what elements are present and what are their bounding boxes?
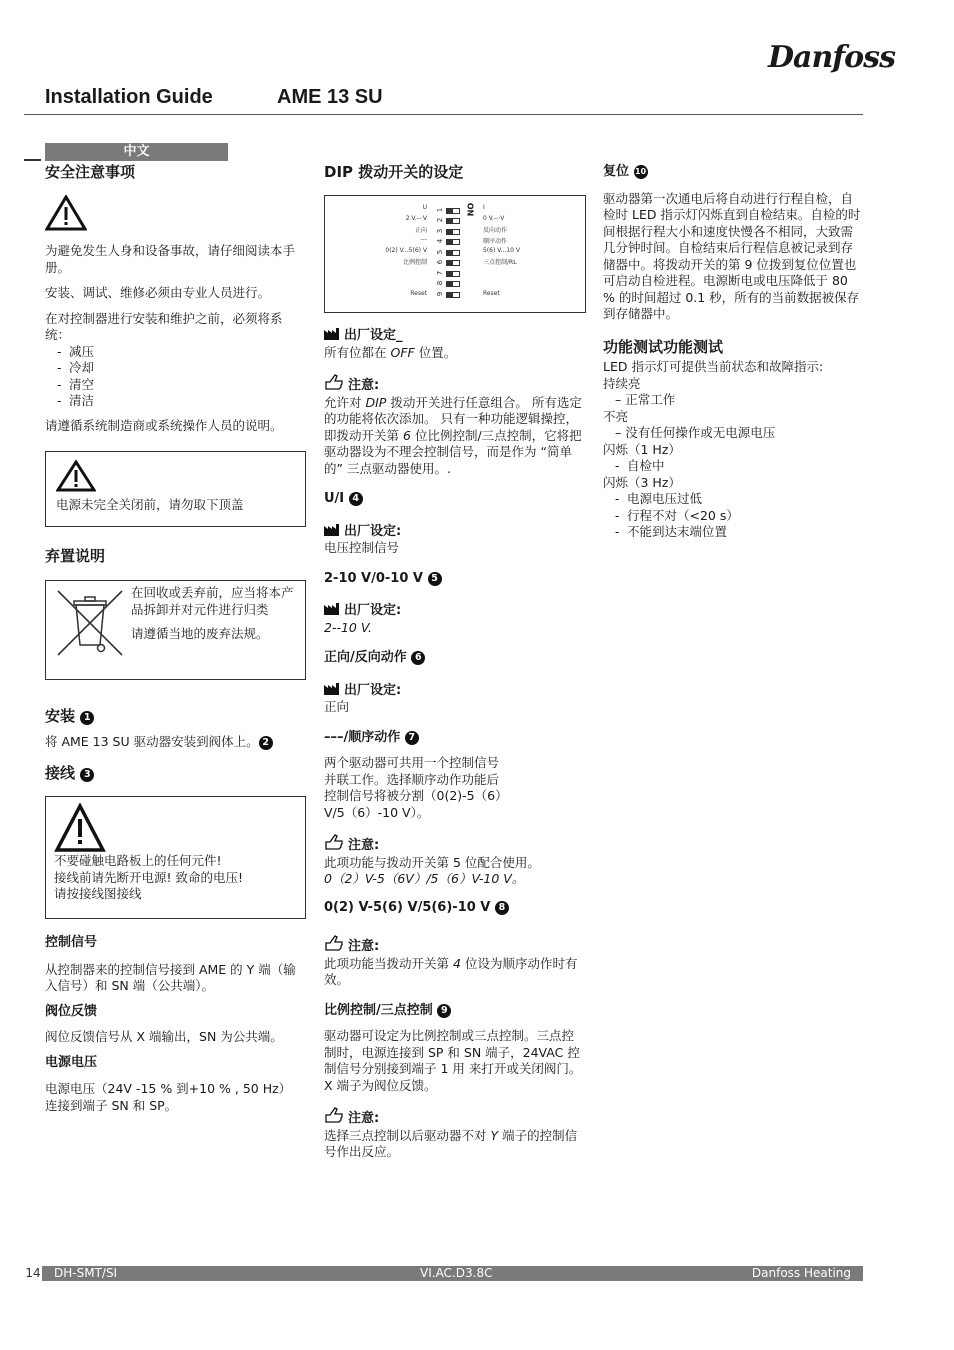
note-text: 此项功能与拨动开关第 5 位配合使用。 bbox=[324, 854, 540, 870]
factory-setting-label bbox=[324, 603, 586, 620]
note-text bbox=[324, 395, 586, 478]
product-name: AME 13 SU bbox=[277, 86, 383, 108]
warning-line: 不要碰触电路板上的任何元件! bbox=[54, 853, 222, 868]
factory-setting-off: OFF bbox=[390, 344, 415, 360]
led-state: 闪烁（3 Hz） bbox=[603, 474, 681, 490]
dip-left-label: 比例控制 bbox=[402, 259, 427, 266]
dip-number: 9 bbox=[436, 291, 445, 297]
dip-number: 7 bbox=[436, 270, 445, 276]
safety-paragraph-4: 请遵循系统制造商或系统操作人员的说明。 bbox=[45, 417, 283, 433]
warning-line: 请按接线图接线 bbox=[54, 886, 142, 901]
dip-switch bbox=[446, 218, 460, 224]
warning-text-1: 电源未完全关闭前，请勿取下顶盖 bbox=[56, 497, 244, 512]
note-text-part: 此项功能当拨动开关第 bbox=[324, 955, 450, 971]
led-state-list bbox=[613, 491, 863, 541]
factory-setting-text: 正向 bbox=[324, 699, 350, 714]
led-state: 不亮 bbox=[603, 408, 629, 424]
note-text bbox=[324, 1128, 586, 1161]
dip-left-label: 2 V.--·V bbox=[405, 215, 427, 222]
sequence-title: –––/顺序动作 bbox=[324, 729, 401, 745]
disposal-paragraph-1: 在回收或丢弃前，应当将本产品拆卸并对元件进行归类 bbox=[131, 585, 294, 617]
footer-bar bbox=[24, 1266, 863, 1281]
wiring-title: 接线 bbox=[45, 763, 76, 782]
led-state-detail: – 没有任何操作或无电源电压 bbox=[615, 425, 776, 440]
note-text-part: 位设为顺序动作时有效。 bbox=[324, 955, 578, 987]
step-badge: 7 bbox=[405, 731, 419, 745]
dip-number: 2 bbox=[436, 217, 445, 223]
factory-setting-text bbox=[324, 345, 586, 362]
note-text-part: 位比例控制/三点控制，它将把驱动器设为不理会控制信号，而是作为 “简单的” 三点驱动器使用。. bbox=[324, 427, 582, 476]
reset-title: 复位 bbox=[603, 164, 630, 179]
factory-icon bbox=[324, 683, 341, 695]
warning-triangle-icon bbox=[45, 195, 300, 236]
dip-left-label: 0(2) V...5(6) V bbox=[385, 247, 427, 254]
pointing-hand-icon bbox=[324, 373, 344, 391]
footer-doc-number: VI.AC.D3.8C bbox=[420, 1266, 493, 1280]
warning-box-2 bbox=[45, 796, 306, 919]
dip-left-label: --- bbox=[420, 236, 427, 243]
dip-switch bbox=[446, 260, 460, 266]
page-number: 14 bbox=[25, 1266, 41, 1280]
dip-number: 4 bbox=[436, 238, 445, 244]
factory-icon bbox=[324, 603, 341, 615]
factory-setting-label bbox=[324, 328, 586, 345]
split-range-title: 0(2) V-5(6) V/5(6)-10 V bbox=[324, 899, 491, 915]
wiring-heading bbox=[45, 765, 307, 782]
factory-icon bbox=[324, 524, 341, 536]
reset-text: 驱动器第一次通电后将自动进行行程自检，自检时 LED 指示灯闪烁直到自检结束。自检的时间根据行程大小和速度快慢各不相同，大致需几分钟时间。自检结束后行程信息被记录到存储器中。将拨动开关的第 9 位拨到复位位置也可启动自检进程。电源断电或电压降低于 80 % 的时间超过 0.1 秒，所有的当前数据被保存到存储器中。 bbox=[603, 190, 861, 321]
column-1 bbox=[45, 164, 300, 434]
disposal-heading: 弃置说明 bbox=[45, 547, 106, 565]
note-text-part: 6 bbox=[403, 427, 411, 443]
note-text-part: 4 bbox=[453, 955, 461, 971]
note-text-part: DIP bbox=[365, 394, 387, 410]
step-badge: 9 bbox=[437, 1004, 451, 1018]
factory-setting-title: 出厂设定: bbox=[344, 682, 402, 698]
note-label bbox=[324, 833, 586, 855]
dip-right-label: 三点控制/RL bbox=[483, 259, 517, 266]
control-signal-heading: 控制信号 bbox=[45, 935, 98, 950]
note-text-italic: 0（2）V-5（6V）/5（6）V-10 V。 bbox=[324, 871, 525, 886]
range-heading bbox=[324, 571, 586, 588]
disposal-box bbox=[45, 580, 306, 680]
list-item: - 不能到达末端位置 bbox=[613, 524, 863, 541]
factory-setting-text-lead: 所有位都在 bbox=[324, 344, 387, 360]
factory-setting-label bbox=[324, 683, 586, 700]
footer-company: Danfoss Heating bbox=[751, 1266, 851, 1280]
led-state-detail: – 正常工作 bbox=[615, 392, 676, 407]
safety-list bbox=[55, 344, 300, 410]
note-label bbox=[324, 934, 586, 956]
dip-switch bbox=[446, 239, 460, 245]
crossed-bin-icon bbox=[54, 587, 126, 663]
feedback-text: 阀位反馈信号从 X 端输出，SN 为公共端。 bbox=[45, 1029, 283, 1044]
dip-right-label: 5(6) V...10 V bbox=[483, 247, 520, 254]
install-text-body: 将 AME 13 SU 驱动器安装到阀体上。 bbox=[45, 734, 259, 749]
note-text-part: 端子的控制信号作出反应。 bbox=[324, 1127, 578, 1159]
install-text bbox=[45, 734, 307, 751]
section-marker bbox=[24, 159, 41, 161]
dip-switch-diagram bbox=[324, 195, 586, 313]
note-label bbox=[324, 373, 586, 395]
factory-setting-text-tail: 位置。 bbox=[418, 344, 457, 360]
safety-heading: 安全注意事项 bbox=[45, 163, 136, 181]
dip-right-label: 顺序动作 bbox=[483, 238, 508, 245]
dip-on-label: ON bbox=[465, 202, 475, 217]
dip-switch bbox=[446, 292, 460, 298]
proportional-heading bbox=[324, 1003, 586, 1020]
dip-left-label: U bbox=[422, 204, 427, 211]
proportional-title: 比例控制/三点控制 bbox=[324, 1002, 433, 1018]
list-item: - 自检中 bbox=[613, 458, 863, 475]
language-bar: 中文 bbox=[45, 143, 228, 161]
pointing-hand-icon bbox=[324, 1106, 344, 1124]
dip-number: 1 bbox=[436, 207, 445, 213]
note-title: 注意: bbox=[348, 939, 380, 954]
step-badge: 1 bbox=[80, 711, 94, 725]
dip-switch bbox=[446, 208, 460, 214]
step-badge: 6 bbox=[411, 651, 425, 665]
header-divider bbox=[24, 114, 863, 115]
dip-right-label: I bbox=[483, 204, 485, 211]
dip-number: 8 bbox=[436, 280, 445, 286]
warning-triangle-icon bbox=[56, 460, 96, 496]
factory-setting-label bbox=[324, 524, 586, 541]
factory-setting-title: 出厂设定_ bbox=[344, 328, 403, 343]
footer-code: DH-SMT/SI bbox=[54, 1266, 118, 1280]
factory-setting-title: 出厂设定: bbox=[344, 603, 402, 618]
step-badge: 10 bbox=[634, 165, 648, 179]
note-title: 注意: bbox=[348, 838, 380, 853]
warning-box-1 bbox=[45, 451, 306, 527]
factory-setting-text: 2--10 V. bbox=[324, 619, 372, 635]
factory-setting-title: 出厂设定: bbox=[344, 523, 402, 539]
step-badge: 8 bbox=[495, 901, 509, 915]
reset-heading bbox=[603, 164, 863, 181]
power-heading: 电源电压 bbox=[45, 1054, 98, 1070]
warning-triangle-icon bbox=[54, 803, 106, 857]
led-state-list bbox=[613, 458, 863, 475]
note-label bbox=[324, 1106, 586, 1128]
note-text-part: 选择三点控制以后驱动器不对 bbox=[324, 1127, 487, 1143]
pointing-hand-icon bbox=[324, 833, 344, 851]
direction-heading bbox=[324, 650, 586, 667]
note-text-part: 拨动开关进行任意组合。 所有选定的功能将依次添加。 只有一种功能逻辑操控，即拨动开关第 bbox=[324, 394, 582, 443]
led-state: 持续亮 bbox=[603, 375, 641, 391]
dip-heading: DIP 拨动开关的设定 bbox=[324, 163, 464, 181]
list-item: - 电源电压过低 bbox=[613, 491, 863, 508]
note-title: 注意: bbox=[348, 1111, 380, 1126]
dip-number: 6 bbox=[436, 259, 445, 265]
list-item: - 冷却 bbox=[55, 360, 300, 377]
brand-logo: Danfoss bbox=[768, 40, 895, 75]
dip-right-label: 反向动作 bbox=[483, 227, 508, 234]
figure-ref-badge: 2 bbox=[259, 736, 273, 750]
note-text-part: 允许对 bbox=[324, 394, 362, 410]
dip-left-label: Reset bbox=[410, 290, 427, 297]
step-badge: 5 bbox=[428, 572, 442, 586]
dip-switch bbox=[446, 229, 460, 235]
sequence-text: 两个驱动器可共用一个控制信号并联工作。选择顺序动作功能后控制信号将被分割（0(2)-5（6）V/5（6）-10 V）。 bbox=[324, 755, 502, 820]
list-item: - 减压 bbox=[55, 344, 300, 361]
pointing-hand-icon bbox=[324, 934, 344, 952]
step-badge: 4 bbox=[349, 492, 363, 506]
note-text-part: Y bbox=[490, 1127, 499, 1143]
ui-title: U/I bbox=[324, 491, 345, 506]
dip-number: 3 bbox=[436, 228, 445, 234]
step-badge: 3 bbox=[80, 768, 94, 782]
feedback-heading: 阀位反馈 bbox=[45, 1003, 98, 1019]
proportional-text: 驱动器可设定为比例控制或三点控制。三点控制时，电源连接到 SP 和 SN 端子，24VAC 控制信号分别接到端子 1 用 来打开或关闭阀门。X 端子为阀位反馈。 bbox=[324, 1028, 582, 1093]
column-3 bbox=[603, 164, 863, 541]
dip-switch bbox=[446, 271, 460, 277]
list-item: - 行程不对（<20 s） bbox=[613, 508, 863, 525]
factory-icon bbox=[324, 328, 341, 340]
range-title: 2-10 V/0-10 V bbox=[324, 570, 423, 586]
power-text: 电源电压（24V -15 % 到+10 % , 50 Hz）连接到端子 SN 和 SP。 bbox=[45, 1081, 292, 1113]
note-text bbox=[324, 956, 586, 989]
install-heading bbox=[45, 708, 307, 725]
dip-left-label: 正向 bbox=[414, 227, 427, 234]
note-title: 注意: bbox=[348, 378, 380, 393]
control-signal-text: 从控制器来的控制信号接到 AME 的 Y 端（输入信号）和 SN 端（公共端）。 bbox=[45, 961, 296, 993]
ui-heading bbox=[324, 491, 586, 508]
list-item: - 清空 bbox=[55, 377, 300, 394]
factory-setting-text: 电压控制信号 bbox=[324, 540, 400, 555]
dip-right-label: Reset bbox=[483, 290, 500, 297]
led-state: 闪烁（1 Hz） bbox=[603, 441, 681, 457]
split-range-heading bbox=[324, 900, 586, 917]
column-2 bbox=[324, 328, 586, 1161]
disposal-paragraph-2: 请遵循当地的废弃法规。 bbox=[131, 626, 269, 641]
safety-paragraph-2: 安装、调试、维修必须由专业人员进行。 bbox=[45, 285, 271, 300]
install-title: 安装 bbox=[45, 707, 76, 725]
dip-switch bbox=[446, 281, 460, 287]
sequence-heading bbox=[324, 730, 586, 747]
function-test-intro: LED 指示灯可提供当前状态和故障指示: bbox=[603, 359, 824, 374]
safety-paragraph-1: 为避免发生人身和设备事故，请仔细阅读本手册。 bbox=[45, 243, 296, 275]
dip-number: 5 bbox=[436, 249, 445, 255]
list-item: - 清洁 bbox=[55, 393, 300, 410]
dip-switch bbox=[446, 250, 460, 256]
dip-right-label: 0 V.--·V bbox=[483, 215, 505, 222]
warning-line: 接线前请先断开电源! 致命的电压! bbox=[54, 869, 243, 885]
direction-title: 正向/反向动作 bbox=[324, 650, 407, 665]
page-title: Installation Guide bbox=[45, 86, 213, 108]
function-test-heading: 功能测试功能测试 bbox=[603, 337, 724, 356]
safety-paragraph-3: 在对控制器进行安装和维护之前，必须将系统： bbox=[45, 310, 283, 342]
